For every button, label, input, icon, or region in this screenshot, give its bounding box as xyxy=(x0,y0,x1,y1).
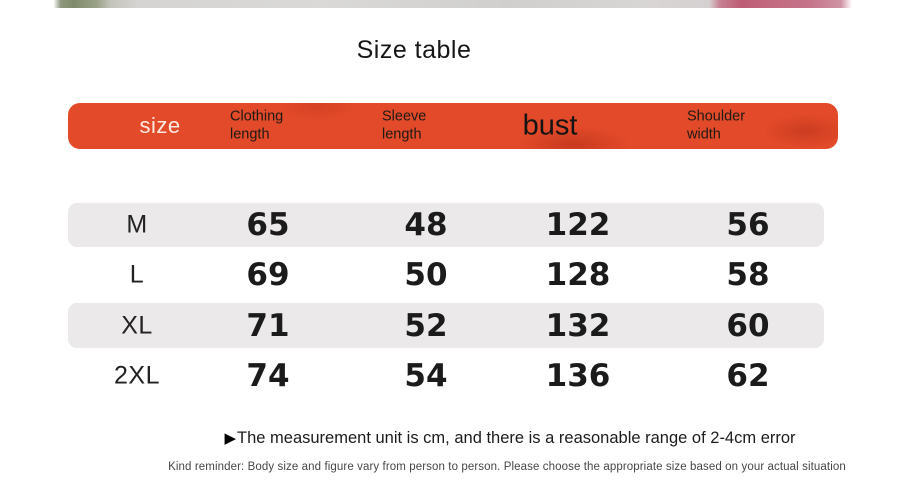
bust-value: 122 xyxy=(545,207,611,243)
header-sleeve-length xyxy=(382,108,426,143)
clothing-length-value: 69 xyxy=(246,257,290,293)
size-table-header xyxy=(68,103,838,149)
clothing-length-value: 71 xyxy=(246,307,290,344)
sleeve-length-value: 50 xyxy=(404,257,448,293)
bust-value: 128 xyxy=(545,257,611,293)
product-photo-strip xyxy=(0,0,921,8)
clothing-length-value: 65 xyxy=(246,207,290,243)
table-row-l xyxy=(68,251,824,299)
header-clothing-length xyxy=(230,108,283,143)
bust-value: 136 xyxy=(545,358,611,394)
sleeve-length-value: 52 xyxy=(404,307,448,344)
header-sleeve-length-line2: length xyxy=(382,126,422,142)
page-title: Size table xyxy=(356,36,472,64)
header-shoulder-width xyxy=(687,108,745,143)
shoulder-width-value: 56 xyxy=(726,207,770,243)
triangle-bullet-icon: ▶ xyxy=(224,430,237,447)
sleeve-length-value: 48 xyxy=(404,207,448,243)
header-clothing-length-line2: length xyxy=(230,126,270,142)
row-size-label: 2XL xyxy=(114,361,160,390)
kind-reminder-note: Kind reminder: Body size and figure vary from person to person. Please choose the appropriate size based on your actual situation xyxy=(168,461,846,473)
table-row-2xl xyxy=(68,352,824,400)
header-bust: bust xyxy=(522,109,578,142)
clothing-length-value: 74 xyxy=(246,358,290,394)
size-table xyxy=(68,103,838,400)
measurement-note-text: The measurement unit is cm, and there is a reasonable range of 2-4cm error xyxy=(237,429,796,447)
table-row-xl xyxy=(68,303,824,348)
bust-value: 132 xyxy=(545,307,611,344)
header-clothing-length-line1: Clothing xyxy=(230,108,284,125)
header-sleeve-length-line1: Sleeve xyxy=(382,108,427,125)
row-size-label: M xyxy=(126,210,148,239)
header-shoulder-width-line1: Shoulder xyxy=(687,108,746,125)
sleeve-length-value: 54 xyxy=(404,358,448,394)
measurement-note xyxy=(224,429,795,448)
shoulder-width-value: 62 xyxy=(726,358,770,394)
row-size-label: L xyxy=(129,260,145,289)
shoulder-width-value: 58 xyxy=(726,257,770,293)
table-row-m xyxy=(68,203,824,247)
header-size: size xyxy=(139,113,181,138)
header-shoulder-width-line2: width xyxy=(687,126,721,142)
shoulder-width-value: 60 xyxy=(726,307,770,344)
row-size-label: XL xyxy=(121,311,153,339)
